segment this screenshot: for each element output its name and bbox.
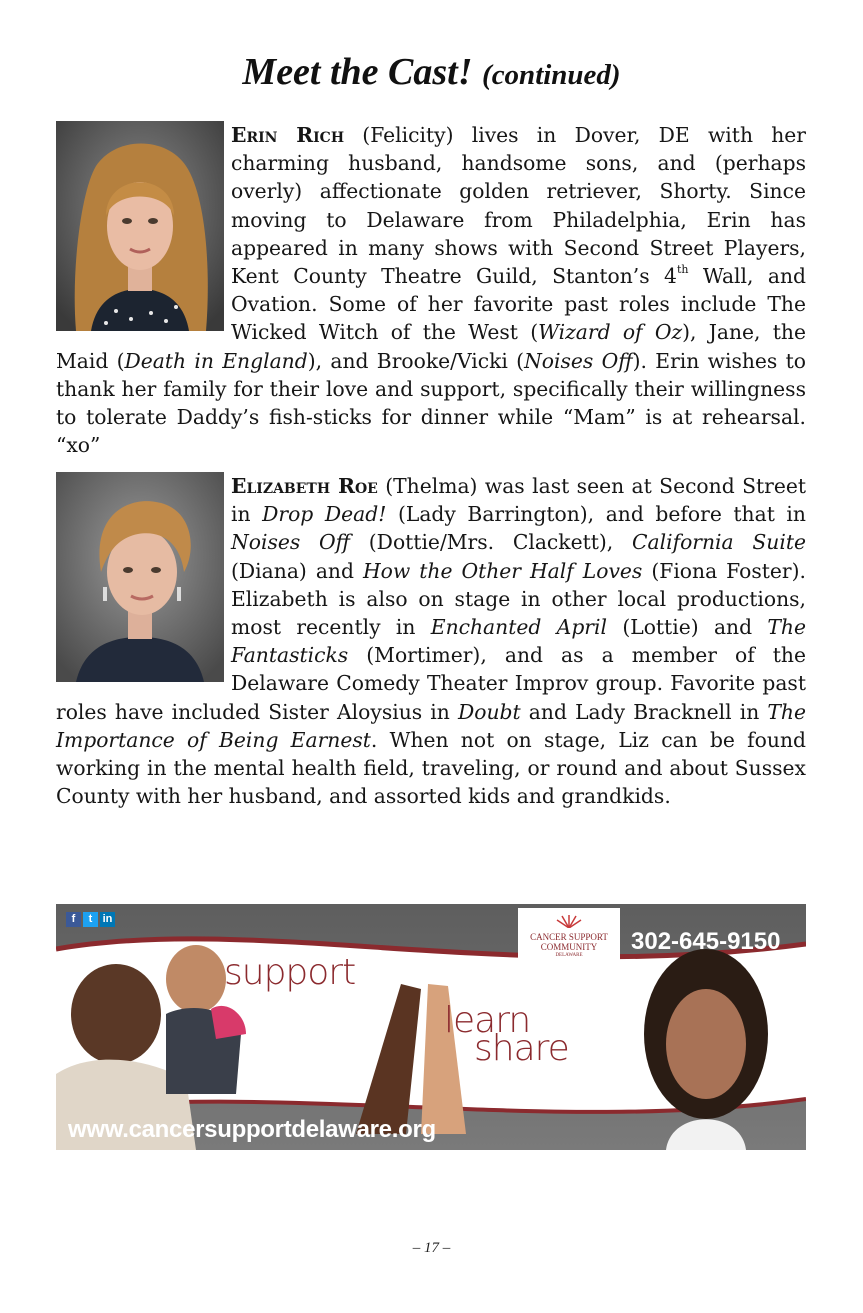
headshot-elizabeth-roe bbox=[56, 472, 224, 682]
cast-bio-erin-rich bbox=[56, 121, 806, 459]
page-title bbox=[0, 48, 863, 99]
bio-text: and Lady Bracknell in bbox=[520, 699, 768, 724]
bio-text: (Thelma) was last seen at Second Street in bbox=[231, 474, 806, 527]
title-suffix: (continued) bbox=[482, 59, 621, 91]
logo-line3: DELAWARE bbox=[555, 953, 583, 958]
social-icons bbox=[66, 912, 115, 927]
cancer-support-ad[interactable] bbox=[56, 904, 806, 1150]
logo-line2: COMMUNITY bbox=[540, 942, 598, 952]
show-title: How the Other Half Loves bbox=[362, 558, 643, 583]
bio-text: (Mortimer), and as a member of the Delaware Comedy Theater Improv group. Favorite past roles have included Sister Aloysius in bbox=[56, 643, 806, 724]
show-title: Noises Off bbox=[524, 348, 633, 373]
show-title: Doubt bbox=[458, 699, 521, 724]
title-main: Meet the Cast! bbox=[242, 51, 473, 93]
logo-line1: CANCER SUPPORT bbox=[530, 932, 608, 942]
sunburst-icon bbox=[554, 914, 584, 928]
cancer-support-community-logo bbox=[518, 908, 620, 968]
show-title: Noises Off bbox=[231, 530, 351, 555]
show-title: The Importance of Being Earnest bbox=[56, 699, 806, 752]
cast-name: Erin Rich bbox=[231, 123, 345, 147]
show-title: The Fantasticks bbox=[231, 615, 806, 668]
ad-word-share: share bbox=[474, 1028, 569, 1069]
ad-phone-number[interactable]: 302-645-9150 bbox=[631, 928, 781, 955]
headshot-erin-rich bbox=[56, 121, 224, 331]
cast-name: Elizabeth Roe bbox=[231, 474, 378, 498]
superscript: th bbox=[676, 263, 689, 277]
linkedin-icon[interactable]: in bbox=[100, 912, 115, 927]
bio-text: (Lottie) and bbox=[606, 615, 768, 640]
bio-text: (Dottie/Mrs. Clackett), bbox=[350, 530, 632, 555]
bio-text: (Felicity) lives in Dover, DE with her charming husband, handsome sons, and (perhaps overly) affectionate golden retriever, Shorty. Since moving to Delaware from Philadelphia, Erin has appeared in many shows with Second Street Players, Kent County Theatre Guild, Stanton’s 4 bbox=[231, 123, 806, 289]
bio-text: ), and Brooke/Vicki ( bbox=[307, 348, 525, 373]
twitter-icon[interactable]: t bbox=[83, 912, 98, 927]
bio-text: ). Erin wishes to thank her family for their love and support, specifically their willingness to tolerate Daddy’s fish-sticks for dinner while “Mam” is at rehearsal. “xo” bbox=[56, 348, 806, 458]
cast-bio-elizabeth-roe bbox=[56, 472, 806, 810]
show-title: Wizard of Oz bbox=[538, 320, 683, 345]
bio-text: (Lady Barrington), and before that in bbox=[386, 502, 806, 527]
page-number: – 17 – bbox=[412, 1240, 451, 1256]
bio-text: (Diana) and bbox=[231, 558, 363, 583]
bio-text: Wall, and Ovation. Some of her favorite past roles include The Wicked Witch of the West ( bbox=[231, 264, 807, 345]
bio-text: ), Jane, the Maid ( bbox=[56, 320, 806, 373]
show-title: Death in England bbox=[124, 348, 308, 373]
facebook-icon[interactable]: f bbox=[66, 912, 81, 927]
show-title: California Suite bbox=[632, 530, 806, 555]
ad-word-learn: learn bbox=[444, 1000, 531, 1041]
bio-text: . When not on stage, Liz can be found working in the mental health field, traveling, or round and about Sussex County with her husband, and assorted kids and grandkids. bbox=[56, 727, 807, 809]
bio-text: (Fiona Foster). Elizabeth is also on stage in other local productions, most recently in bbox=[231, 558, 806, 640]
show-title: Drop Dead! bbox=[262, 502, 387, 527]
ad-word-support: support bbox=[224, 952, 356, 993]
show-title: Enchanted April bbox=[430, 615, 607, 640]
ad-website-link[interactable]: www.cancersupportdelaware.org bbox=[68, 1116, 436, 1143]
